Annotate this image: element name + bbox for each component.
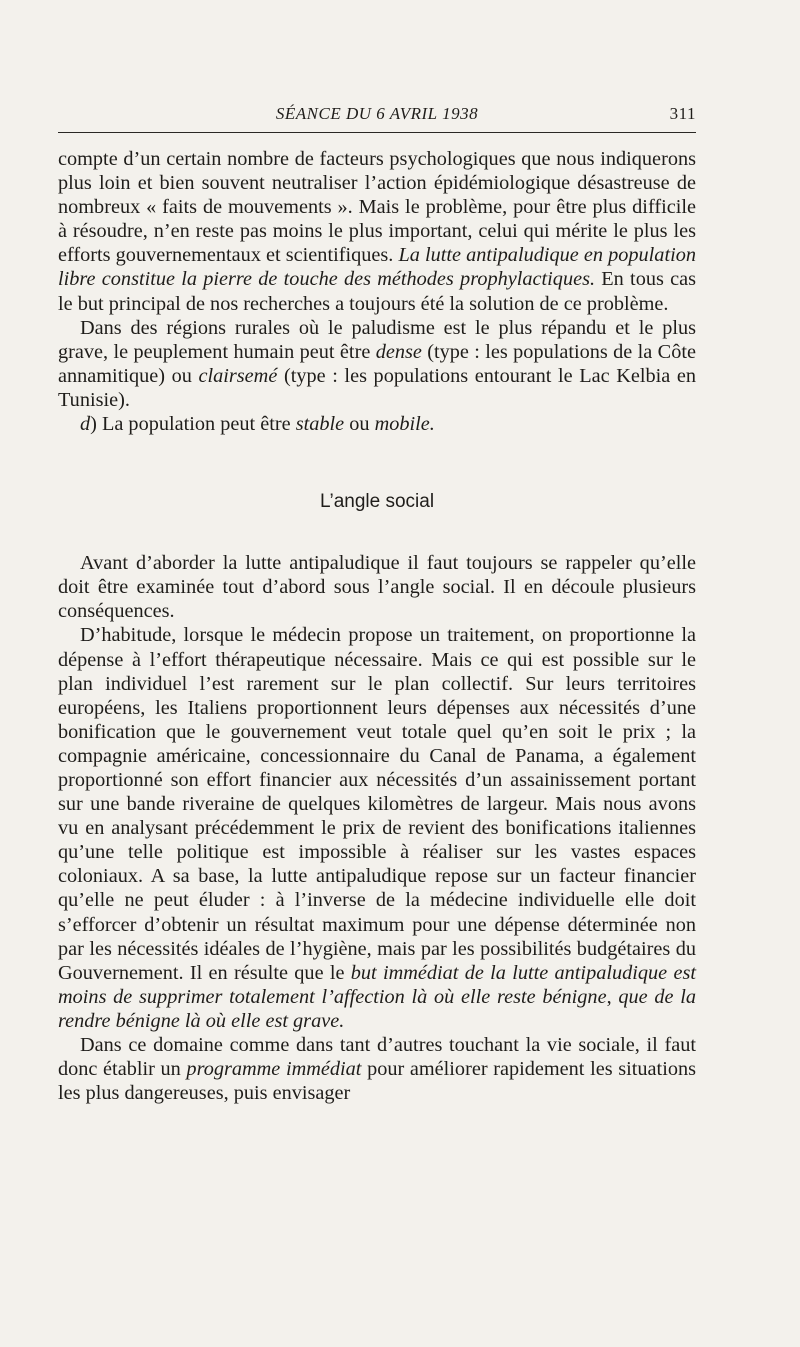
p2-text-a: Dans des régions rurales où le paludisme est le plus répandu et le plus grave, le peuplement humain peut être [58,316,696,363]
p1-text-b: En tous cas le but principal de nos recherches a toujours été la solution de ce problème. [58,268,696,315]
p2-text-b: (type : les populations de la Côte annamitique) ou [58,340,696,387]
p3-text-b: ou [344,413,375,436]
p2-dense: dense [375,340,422,363]
body-text [58,147,696,1105]
header-rule [58,132,696,133]
paragraph-3 [58,412,696,436]
p5-italic-1: but immédiat de la lutte antipaludique est moins de supprimer totalement l’affection là où elle reste bénigne [58,961,696,1008]
p1-italic: La lutte antipaludique en population libre constitue la pierre de touche des méthodes prophylactiques. [58,244,696,291]
page-number: 311 [669,104,696,123]
running-head [58,104,696,128]
paragraph-4: Avant d’aborder la lutte antipaludique il faut toujours se rappeler qu’elle doit être examinée tout d’abord sous l’angle social. Il en découle plusieurs conséquences. [58,552,696,623]
p3-label: d [80,413,91,436]
paragraph-6 [58,1033,696,1105]
p6-italic: programme immédiat [186,1058,362,1081]
p5-text-a: D’habitude, lorsque le médecin propose un traitement, on proportionne la dépense à l’effort thérapeutique nécessaire. Mais ce qui est possible sur le plan individuel l’est rarement sur le plan collectif. Sur leurs territoires européens, les Italiens proportionnent leurs dépenses aux nécessités d’une bonification que le gouvernement veut totale quel qu’en soit le prix ; la compagnie américaine, concessionnaire du Canal de Panama, a également proportionné son effort financier aux nécessités d’un assainissement portant sur une bande riveraine de quelques kilomètres de largeur. Mais nous avons vu en analysant précédemment le prix de revient des bonifications italiennes qu’une telle politique est impossible à réaliser sur les vastes espaces coloniaux. A sa base, la lutte antipaludique repose sur un facteur financier qu’elle ne peut éluder : à l’inverse de la médecine individuelle elle doit s’efforcer d’obtenir un résultat maximum pour une dépense déterminée non par les nécessités idéales de l’hygiène, mais par les possibilités budgétaires du Gouvernement. Il en résulte que le [58,624,696,984]
p5-text-b: , [606,985,619,1008]
paragraph-1 [58,147,696,316]
p6-text-b: pour améliorer rapidement les situations les plus dangereuses, puis envisager [58,1058,696,1105]
section-heading: L’angle social [319,491,435,513]
paragraph-5 [58,623,696,1033]
p1-text-a: compte d’un certain nombre de facteurs psychologiques que nous indiquerons plus loin et bien souvent neutraliser l’action épidémiologique désastreuse de nombreux « faits de mouvements ». Mais le problème, pour être plus difficile à résoudre, n’en reste pas moins le plus important, celui qui mérite le plus les efforts gouvernementaux et scientifiques. [58,148,696,267]
p3-mobile: mobile. [374,413,435,436]
p3-stable: stable [295,413,345,436]
running-title: SÉANCE DU 6 AVRIL 1938 [275,104,479,123]
p2-text-c: (type : les populations entourant le Lac Kelbia en Tunisie). [58,364,696,411]
paragraph-2 [58,316,696,412]
p2-clairseme: clairsemé [198,364,278,387]
p6-text-a: Dans ce domaine comme dans tant d’autres touchant la vie sociale, il faut donc établir un [58,1034,696,1081]
p3-text-a: ) La population peut être [90,413,296,436]
p5-italic-2: que de la rendre bénigne là où elle est grave. [58,985,697,1032]
